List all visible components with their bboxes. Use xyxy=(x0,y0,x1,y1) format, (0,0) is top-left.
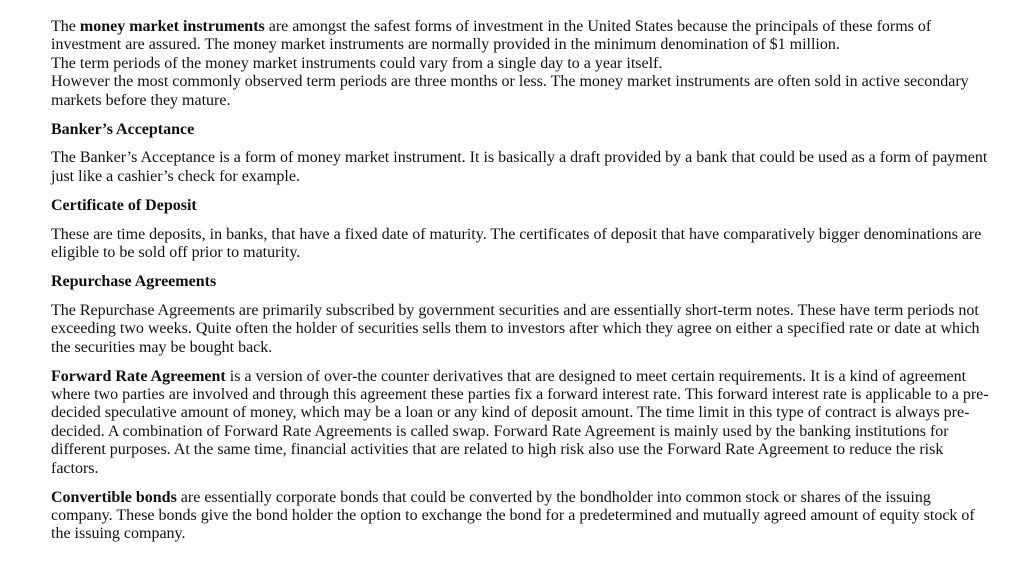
intro-key-term: money market instruments xyxy=(79,18,265,35)
intro-line-1 xyxy=(51,18,992,55)
intro-paragraph xyxy=(51,18,992,110)
intro-line-2: The term periods of the money market instruments could vary from a single day to a year itself. xyxy=(51,54,663,72)
certificate-of-deposit-paragraph: These are time deposits, in banks, that have a fixed date of maturity. The certificates of deposit that have comparatively bigger denominations are eligible to be sold off prior to maturity. xyxy=(51,225,982,262)
forward-rate-agreement-paragraph xyxy=(51,368,992,478)
intro-rest-text: are amongst the safest forms of investment in the United States because the principals of these forms of investment are assured. The money market instruments are normally provided in the minimum denomination of $1 million. xyxy=(51,18,932,54)
convertible-bonds-term: Convertible bonds xyxy=(51,488,177,506)
repurchase-agreements-heading: Repurchase Agreements xyxy=(51,272,217,290)
forward-rate-agreement-text: is a version of over-the counter derivatives that are designed to meet certain requirements. It is a kind of agreement where two parties are involved and through this agreement these parties fix a forward interest rate. This forward interest rate is applicable to a pre-decided speculative amount of money, which may be a loan or any kind of deposit amount. The time limit in this type of contract is always pre-decided. A combination of Forward Rate Agreements is called swap. Forward Rate Agreement is mainly used by the banking institutions for different purposes. At the same time, financial activities that are related to high risk also use the Forward Rate Agreement to reduce the risk factors. xyxy=(51,367,989,477)
repurchase-agreements-paragraph: The Repurchase Agreements are primarily subscribed by government securities and are essentially short-term notes. These have term periods not exceeding two weeks. Quite often the holder of securities sells them to investors after which they agree on either a specified rate or date at which the securities may be bought back. xyxy=(51,301,980,356)
convertible-bonds-paragraph xyxy=(51,489,992,544)
convertible-bonds-text: are essentially corporate bonds that could be converted by the bondholder into common stock or shares of the issuing company. These bonds give the bond holder the option to exchange the bond for a predetermined and mutually agreed amount of equity stock of the issuing company. xyxy=(51,488,975,543)
bankers-acceptance-paragraph: The Banker’s Acceptance is a form of money market instrument. It is basically a draft provided by a bank that could be used as a form of payment just like a cashier’s check for example. xyxy=(51,149,988,185)
forward-rate-agreement-term: Forward Rate Agreement xyxy=(51,367,226,385)
intro-lead-text: The xyxy=(51,18,80,35)
certificate-of-deposit-heading: Certificate of Deposit xyxy=(51,196,197,214)
bankers-acceptance-heading: Banker’s Acceptance xyxy=(51,120,195,138)
intro-line-3: However the most commonly observed term periods are three months or less. The money market instruments are often sold in active secondary markets before they mature. xyxy=(51,73,969,109)
